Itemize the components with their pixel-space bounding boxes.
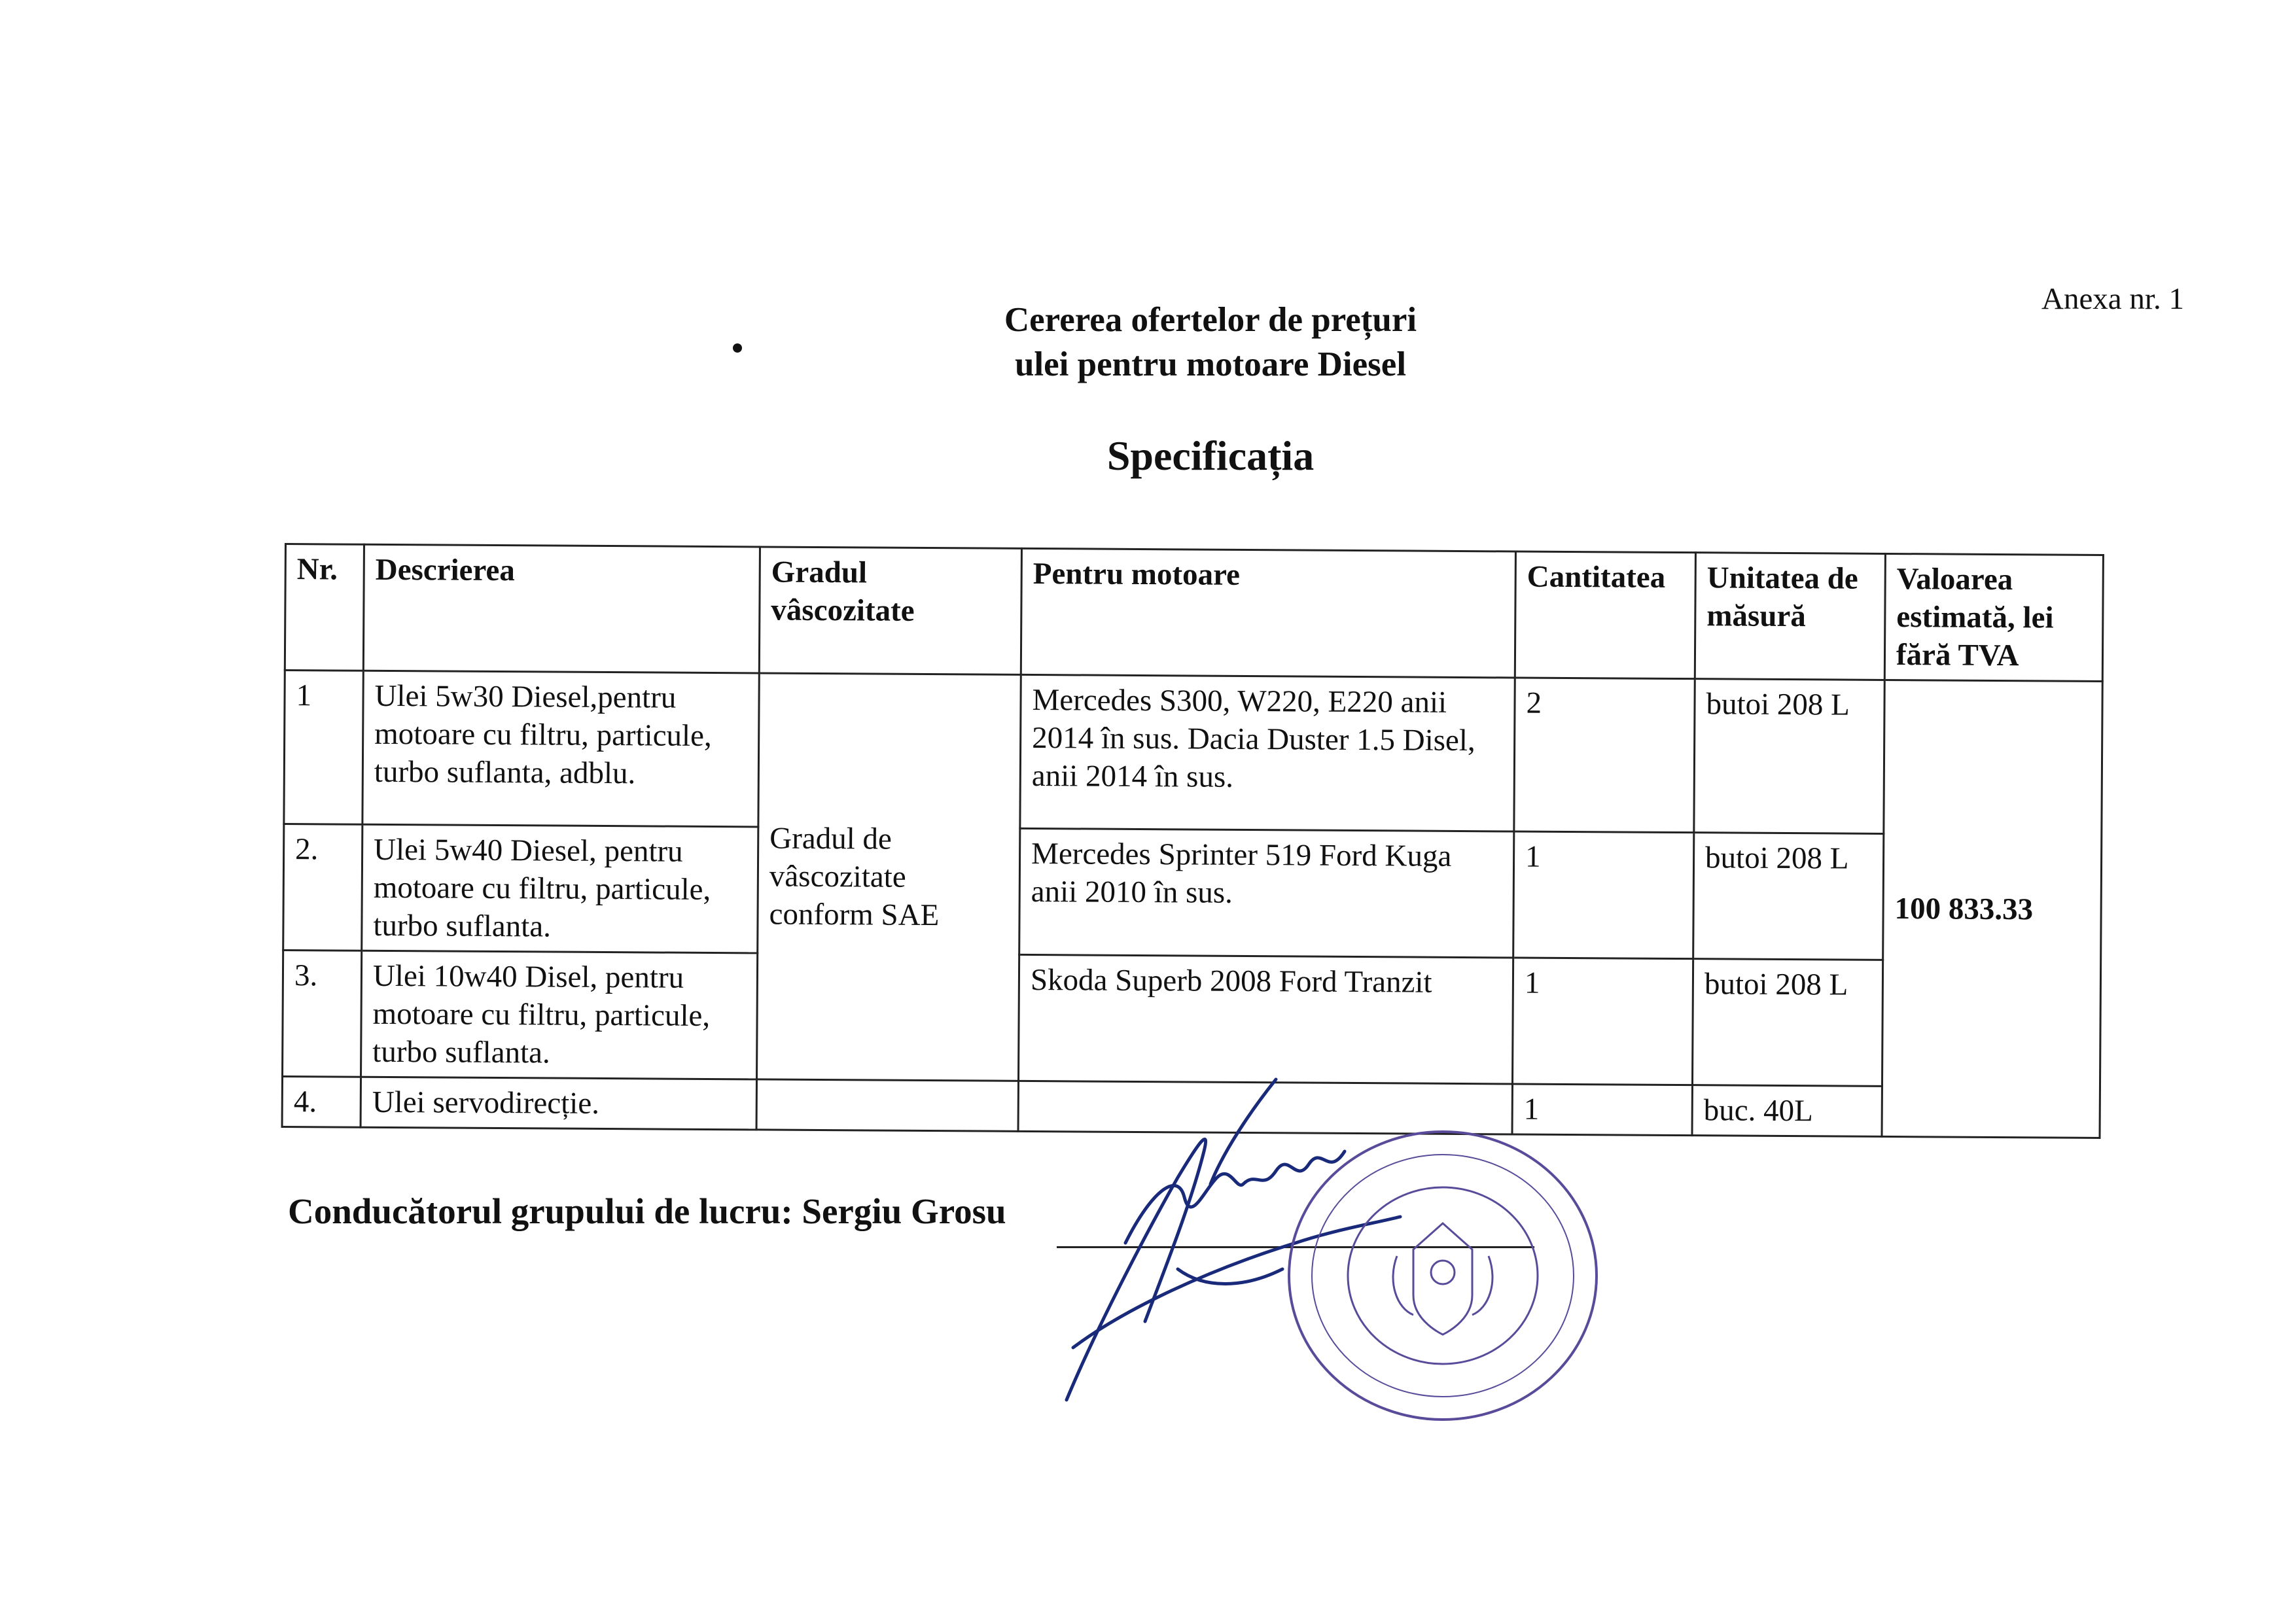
viscosity-cell: Gradul de vâscozitate conform SAE [757, 673, 1021, 1081]
official-stamp [1282, 1125, 1603, 1426]
row-viscosity-empty [756, 1079, 1018, 1131]
row-number: 3. [283, 950, 362, 1077]
working-group-lead: Conducătorul grupului de lucru: Sergiu Grosu [288, 1191, 1006, 1231]
column-header: Cantitatea [1515, 551, 1695, 679]
row-unit: butoi 208 L [1692, 959, 1882, 1087]
column-header: Pentru motoare [1021, 548, 1515, 678]
row-description: Ulei 5w40 Diesel, pentru motoare cu filtru, particule, turbo suflanta. [362, 824, 758, 953]
row-number: 4. [282, 1076, 361, 1127]
estimated-value-cell: 100 833.33 [1882, 680, 2102, 1138]
column-header: Nr. [285, 544, 364, 671]
row-quantity: 2 [1514, 678, 1695, 833]
title-line-1: Cererea ofertelor de prețuri [1004, 301, 1417, 339]
column-header: Descrierea [363, 544, 760, 673]
row-unit: butoi 208 L [1694, 679, 1884, 834]
row-number: 1 [284, 671, 363, 825]
column-header: Valoarea estimată, lei fără TVA [1884, 553, 2103, 681]
row-number: 2. [283, 824, 362, 951]
document-subtitle: Specificația [1106, 432, 1315, 479]
row-description: Ulei servodirecție. [361, 1077, 756, 1130]
annex-label: Anexa nr. 1 [2041, 282, 2184, 316]
row-quantity: 1 [1513, 831, 1694, 959]
row-description: Ulei 10w40 Disel, pentru motoare cu filtru, particule, turbo suflanta. [361, 951, 758, 1079]
row-quantity: 1 [1512, 958, 1693, 1085]
row-unit: buc. 40L [1692, 1085, 1882, 1137]
row-description: Ulei 5w30 Diesel,pentru motoare cu filtru, particule, turbo suflanta, adblu. [362, 671, 759, 827]
table-row [283, 824, 2102, 962]
column-header: Unitatea de măsură [1695, 553, 1885, 680]
table-row [284, 671, 2102, 835]
column-header: Gradul vâscozitate [759, 547, 1021, 674]
table-row [283, 950, 2101, 1087]
row-engines: Mercedes Sprinter 519 Ford Kuga anii 2010 în sus. [1019, 828, 1514, 958]
row-engines: Mercedes S300, W220, E220 anii 2014 în sus. Dacia Duster 1.5 Disel, anii 2014 în sus. [1020, 674, 1515, 831]
title-line-2: ulei pentru motoare Diesel [1014, 345, 1407, 383]
row-engines: Skoda Superb 2008 Ford Tranzit [1018, 954, 1513, 1084]
row-quantity: 1 [1512, 1084, 1692, 1136]
row-unit: butoi 208 L [1693, 833, 1884, 960]
document-title [687, 298, 1734, 387]
specification-table [281, 543, 2104, 1139]
table-header-row [285, 544, 2103, 682]
